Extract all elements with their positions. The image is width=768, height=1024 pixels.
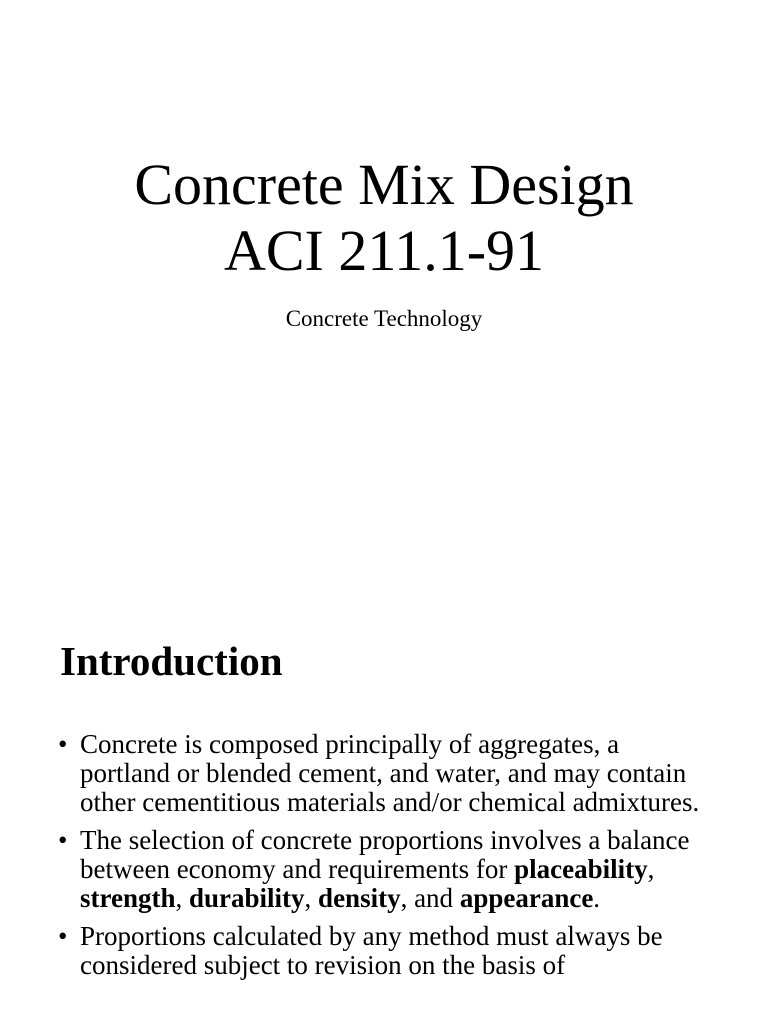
- slide-subtitle: Concrete Technology: [285, 306, 483, 331]
- introduction-slide: [0, 576, 768, 1024]
- sentence-end: .: [593, 883, 601, 913]
- bullet-dot-icon: •: [58, 921, 68, 951]
- term-appearance: appearance: [459, 883, 594, 913]
- bullet-text: Proportions calculated by any method must always be considered subject to revision on the basis of: [80, 921, 663, 980]
- separator: ,: [175, 883, 183, 913]
- separator: , and: [400, 883, 454, 913]
- bullet-text-intro: The selection of concrete proportions involves a balance between economy and requirements for: [80, 825, 690, 884]
- bullet-item-selection: [58, 826, 708, 913]
- separator: ,: [304, 883, 312, 913]
- title-line-1: Concrete Mix Design: [134, 152, 634, 217]
- term-strength: strength: [80, 883, 176, 913]
- bullet-text: Concrete is composed principally of aggregates, a portland or blended cement, and water, and may contain other cementitious materials and/or chemical admixtures.: [80, 729, 700, 817]
- bullet-item-proportions: [58, 922, 708, 980]
- slide-title: [0, 152, 768, 284]
- bullet-list: [58, 730, 708, 989]
- term-density: density: [318, 883, 401, 913]
- term-placeability: placeability: [514, 854, 648, 884]
- term-durability: durability: [189, 883, 305, 913]
- bullet-dot-icon: •: [58, 825, 68, 855]
- bullet-item-composition: [58, 730, 708, 817]
- title-line-2: ACI 211.1-91: [223, 218, 545, 283]
- bullet-dot-icon: •: [58, 729, 68, 759]
- separator: ,: [647, 854, 655, 884]
- section-heading: Introduction: [60, 638, 283, 684]
